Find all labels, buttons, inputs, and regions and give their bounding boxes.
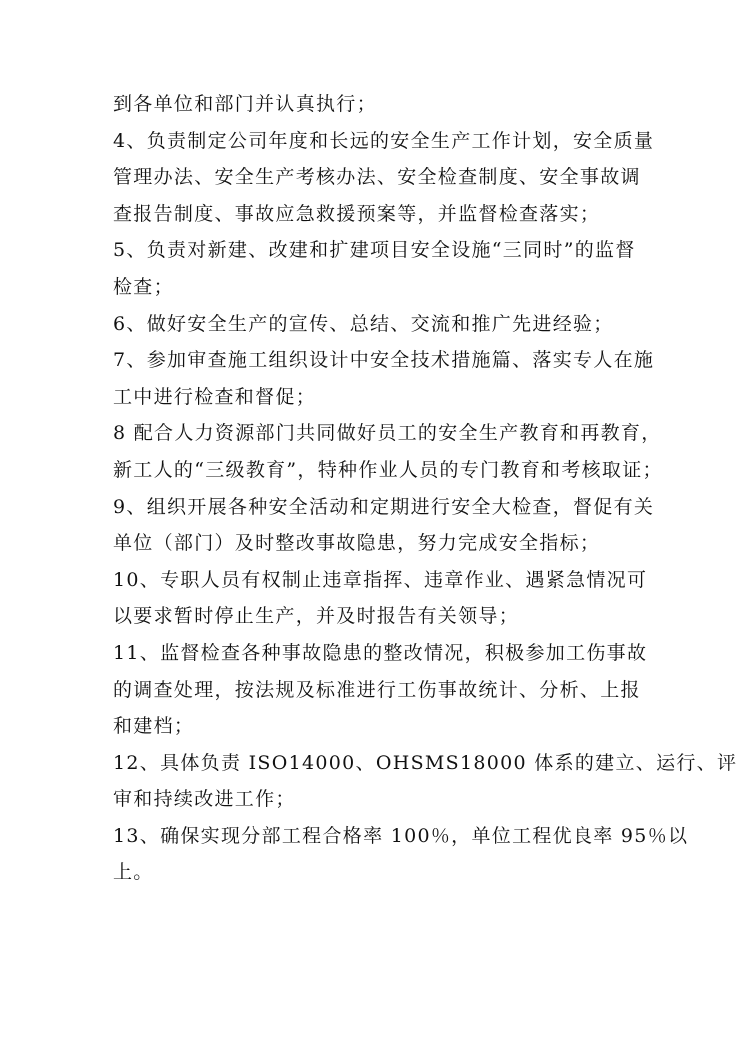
text-line: 以要求暂时停止生产，并及时报告有关领导； bbox=[113, 605, 520, 628]
text-line: 7、参加审查施工组织设计中安全技术措施篇、落实专人在施 bbox=[113, 349, 655, 372]
text-line: 工中进行检查和督促； bbox=[113, 385, 317, 408]
text-line: 检查； bbox=[113, 275, 174, 298]
text-line: 11、监督检查各种事故隐患的整改情况，积极参加工伤事故 bbox=[113, 641, 648, 664]
text-line: 上。 bbox=[113, 861, 154, 884]
text-line: 的调查处理，按法规及标准进行工伤事故统计、分析、上报 bbox=[113, 678, 641, 701]
text-line: 审和持续改进工作； bbox=[113, 788, 296, 811]
text-line: 10、专职人员有权制止违章指挥、违章作业、遇紧急情况可 bbox=[113, 568, 648, 591]
text-line: 单位（部门）及时整改事故隐患，努力完成安全指标； bbox=[113, 532, 601, 555]
text-line: 4、负责制定公司年度和长远的安全生产工作计划，安全质量 bbox=[113, 129, 655, 152]
text-line: 9、组织开展各种安全活动和定期进行安全大检查，督促有关 bbox=[113, 495, 655, 518]
text-line: 8 配合人力资源部门共同做好员工的安全生产教育和再教育， bbox=[113, 422, 662, 445]
text-line: 查报告制度、事故应急救援预案等，并监督检查落实； bbox=[113, 202, 601, 225]
text-line: 13、确保实现分部工程合格率 100％，单位工程优良率 95％以 bbox=[113, 824, 689, 847]
text-line: 6、做好安全生产的宣传、总结、交流和推广先进经验； bbox=[113, 312, 614, 335]
text-line: 12、具体负责 ISO14000、OHSMS18000 体系的建立、运行、评 bbox=[113, 751, 738, 774]
text-line: 到各单位和部门并认真执行； bbox=[113, 93, 377, 115]
text-line: 和建档； bbox=[113, 715, 195, 738]
text-line: 新工人的“三级教育”，特种作业人员的专门教育和考核取证； bbox=[113, 458, 663, 481]
text-line: 5、负责对新建、改建和扩建项目安全设施“三同时”的监督 bbox=[113, 239, 636, 262]
document-body bbox=[113, 86, 738, 891]
text-line: 管理办法、安全生产考核办法、安全检查制度、安全事故调 bbox=[113, 166, 641, 189]
